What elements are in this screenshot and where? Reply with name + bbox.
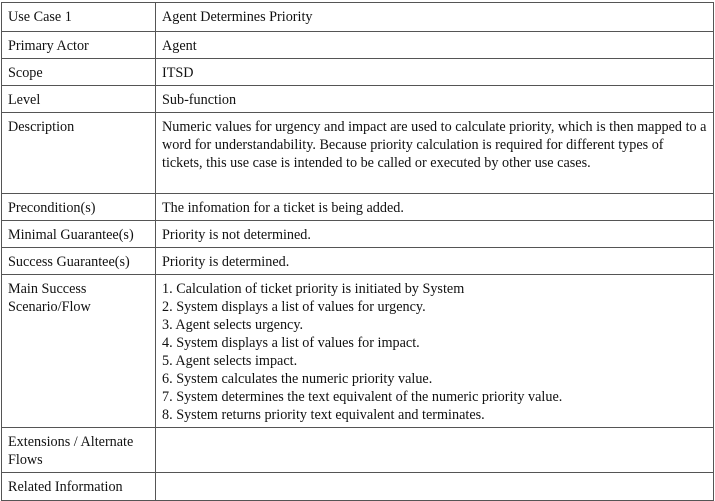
label-level: Level bbox=[2, 86, 156, 113]
row-preconditions bbox=[2, 194, 714, 221]
use-case-table bbox=[1, 2, 714, 501]
flow-step: 5. Agent selects impact. bbox=[162, 353, 298, 369]
value-level: Sub-function bbox=[156, 86, 714, 113]
row-primary-actor bbox=[2, 32, 714, 59]
value-extensions bbox=[156, 428, 714, 473]
row-minimal-guarantees bbox=[2, 221, 714, 248]
value-preconditions: The infomation for a ticket is being added. bbox=[156, 194, 714, 221]
flow-steps bbox=[162, 280, 707, 424]
label-related-information: Related Information bbox=[2, 473, 156, 501]
flow-step: 4. System displays a list of values for impact. bbox=[162, 335, 420, 351]
value-minimal-guarantees: Priority is not determined. bbox=[156, 221, 714, 248]
value-use-case: Agent Determines Priority bbox=[156, 3, 714, 32]
label-main-flow: Main Success Scenario/Flow bbox=[2, 275, 156, 428]
label-description: Description bbox=[2, 113, 156, 194]
row-success-guarantees bbox=[2, 248, 714, 275]
flow-step: 3. Agent selects urgency. bbox=[162, 317, 304, 333]
flow-step: 7. System determines the text equivalent of the numeric priority value. bbox=[162, 389, 563, 405]
label-scope: Scope bbox=[2, 59, 156, 86]
value-scope: ITSD bbox=[156, 59, 714, 86]
value-primary-actor: Agent bbox=[156, 32, 714, 59]
label-primary-actor: Primary Actor bbox=[2, 32, 156, 59]
label-preconditions: Precondition(s) bbox=[2, 194, 156, 221]
row-use-case bbox=[2, 3, 714, 32]
row-level bbox=[2, 86, 714, 113]
label-use-case: Use Case 1 bbox=[2, 3, 156, 32]
value-success-guarantees: Priority is determined. bbox=[156, 248, 714, 275]
value-main-flow bbox=[156, 275, 714, 428]
label-minimal-guarantees: Minimal Guarantee(s) bbox=[2, 221, 156, 248]
value-description: Numeric values for urgency and impact are used to calculate priority, which is then mapped to a word for understandability. Because priority calculation is required for different types of tickets, this use case is intended to be called or executed by other use cases. bbox=[156, 113, 714, 194]
value-related-information bbox=[156, 473, 714, 501]
flow-step: 1. Calculation of ticket priority is initiated by System bbox=[162, 281, 465, 297]
flow-step: 8. System returns priority text equivalent and terminates. bbox=[162, 407, 485, 423]
flow-step: 6. System calculates the numeric priority value. bbox=[162, 371, 433, 387]
row-related-information bbox=[2, 473, 714, 501]
row-main-flow bbox=[2, 275, 714, 428]
label-extensions: Extensions / Alternate Flows bbox=[2, 428, 156, 473]
label-success-guarantees: Success Guarantee(s) bbox=[2, 248, 156, 275]
row-scope bbox=[2, 59, 714, 86]
flow-step: 2. System displays a list of values for urgency. bbox=[162, 299, 426, 315]
row-extensions bbox=[2, 428, 714, 473]
row-description bbox=[2, 113, 714, 194]
